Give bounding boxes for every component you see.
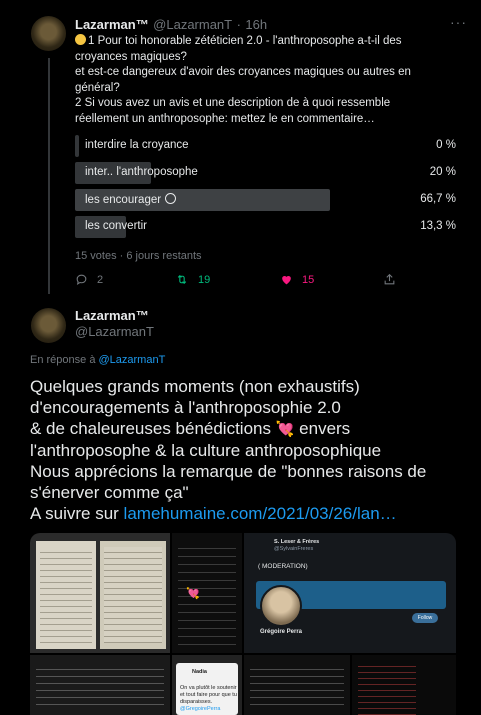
like-count: 15 <box>302 273 315 286</box>
retweet-count: 19 <box>198 273 211 286</box>
poll-bar <box>75 135 79 157</box>
poll-option-label: interdire la croyance <box>85 139 189 151</box>
poll-option-percent: 0 % <box>436 139 456 151</box>
tweet-text <box>75 34 470 127</box>
poll-option-percent: 20 % <box>429 166 456 178</box>
reply-icon <box>75 273 88 286</box>
reply-context <box>30 354 165 366</box>
tweet-header <box>75 16 267 34</box>
thinking-emoji-icon <box>75 34 86 45</box>
media-grid[interactable] <box>30 533 456 715</box>
avatar[interactable] <box>31 16 66 51</box>
document-image <box>100 541 166 649</box>
poll-option <box>75 135 460 157</box>
share-icon <box>383 273 396 286</box>
media-screenshot[interactable] <box>172 655 242 715</box>
poll-option-label: inter.. l'anthroposophe <box>85 166 198 178</box>
text-line: et est-ce dangereux d'avoir des croyances magiques ou autres en <box>75 66 411 78</box>
text-screenshot-image <box>36 663 164 707</box>
media-moderation-text: ( MODERATION) <box>258 563 308 570</box>
poll-option-percent: 13,3 % <box>420 220 456 232</box>
tweet-main <box>0 296 481 715</box>
media-author: Nadia <box>192 669 207 675</box>
poll-option-winner <box>75 189 460 211</box>
handle[interactable]: @LazarmanT <box>153 17 233 32</box>
like-button[interactable] <box>280 273 314 286</box>
text-line: 1 Pour toi honorable zététicien 2.0 - l'anthroposophe a-t-il des <box>75 34 470 50</box>
action-bar <box>75 273 460 287</box>
text-line: 2 Si vous avez un avis et une description de à quoi ressemble <box>75 97 391 109</box>
sparkling-heart-emoji-icon: 💘 <box>275 421 295 438</box>
external-link[interactable]: lamehumaine.com/2021/03/26/lan… <box>123 504 397 523</box>
media-profile-name: Grégoire Perra <box>260 629 303 635</box>
media-screenshot[interactable] <box>30 533 170 653</box>
retweet-icon <box>175 273 189 286</box>
reply-count: 2 <box>97 273 104 286</box>
reply-to-link[interactable]: @LazarmanT <box>98 354 166 366</box>
text-screenshot-image <box>250 663 344 707</box>
text-line: général? <box>75 81 120 94</box>
poll <box>75 135 460 243</box>
heart-emoji-icon: 💘 <box>186 588 200 600</box>
text-line: réellement un anthroposophe: mettez le en commentaire… <box>75 112 375 125</box>
check-circle-icon <box>165 193 176 204</box>
tweet-text <box>30 376 470 524</box>
text-line: s'énerver comme ça" <box>30 483 189 502</box>
media-account-name: S. Leser & Frères <box>274 539 320 545</box>
poll-option <box>75 216 460 238</box>
text-line: Quelques grands moments (non exhaustifs) <box>30 377 360 396</box>
tweet-poll <box>0 0 481 296</box>
media-screenshot[interactable] <box>244 533 456 653</box>
media-screenshot[interactable] <box>30 655 170 715</box>
avatar[interactable] <box>31 308 66 343</box>
retweet-button[interactable] <box>175 273 210 286</box>
timestamp[interactable]: 16h <box>245 17 268 32</box>
follow-button: Follow <box>412 613 438 623</box>
list-screenshot-image <box>358 661 416 715</box>
text-line: & de chaleureuses bénédictions 💘 envers <box>30 419 351 438</box>
poll-option <box>75 162 460 184</box>
display-name[interactable]: Lazarman™ <box>75 17 149 32</box>
poll-option-label: les convertir <box>85 220 147 232</box>
media-screenshot[interactable] <box>172 533 242 653</box>
thread-line <box>48 58 50 294</box>
poll-option-percent: 66,7 % <box>420 193 456 205</box>
text-line <box>30 503 470 524</box>
heart-icon <box>280 273 293 286</box>
text-line: croyances magiques? <box>75 50 187 63</box>
profile-photo <box>260 585 302 627</box>
display-name[interactable]: Lazarman™ <box>75 308 149 323</box>
reply-button[interactable] <box>75 273 103 286</box>
media-account-handle: @SylvainFreres <box>274 546 314 552</box>
more-options-icon[interactable]: ··· <box>450 14 467 30</box>
media-screenshot[interactable] <box>244 655 350 715</box>
document-image <box>36 541 96 649</box>
media-message-text: On va plutôt le soutenir et tout faire pour que tu disparaisses. @GregoirePerra <box>180 685 237 712</box>
share-button[interactable] <box>383 273 396 286</box>
handle[interactable]: @LazarmanT <box>75 324 154 339</box>
poll-option-label: les encourager <box>85 193 176 206</box>
text-line: Nous apprécions la remarque de "bonnes raisons de <box>30 462 427 481</box>
text-line: d'encouragements à l'anthroposophie 2.0 <box>30 398 341 417</box>
reply-prefix: En réponse à <box>30 354 96 366</box>
text-line: l'anthroposophe & la culture anthroposophique <box>30 441 382 460</box>
media-screenshot[interactable] <box>352 655 456 715</box>
follow-prefix: A suivre sur <box>30 504 119 523</box>
poll-meta: 15 votes · 6 jours restants <box>75 250 202 262</box>
separator-dot: · <box>236 17 241 32</box>
